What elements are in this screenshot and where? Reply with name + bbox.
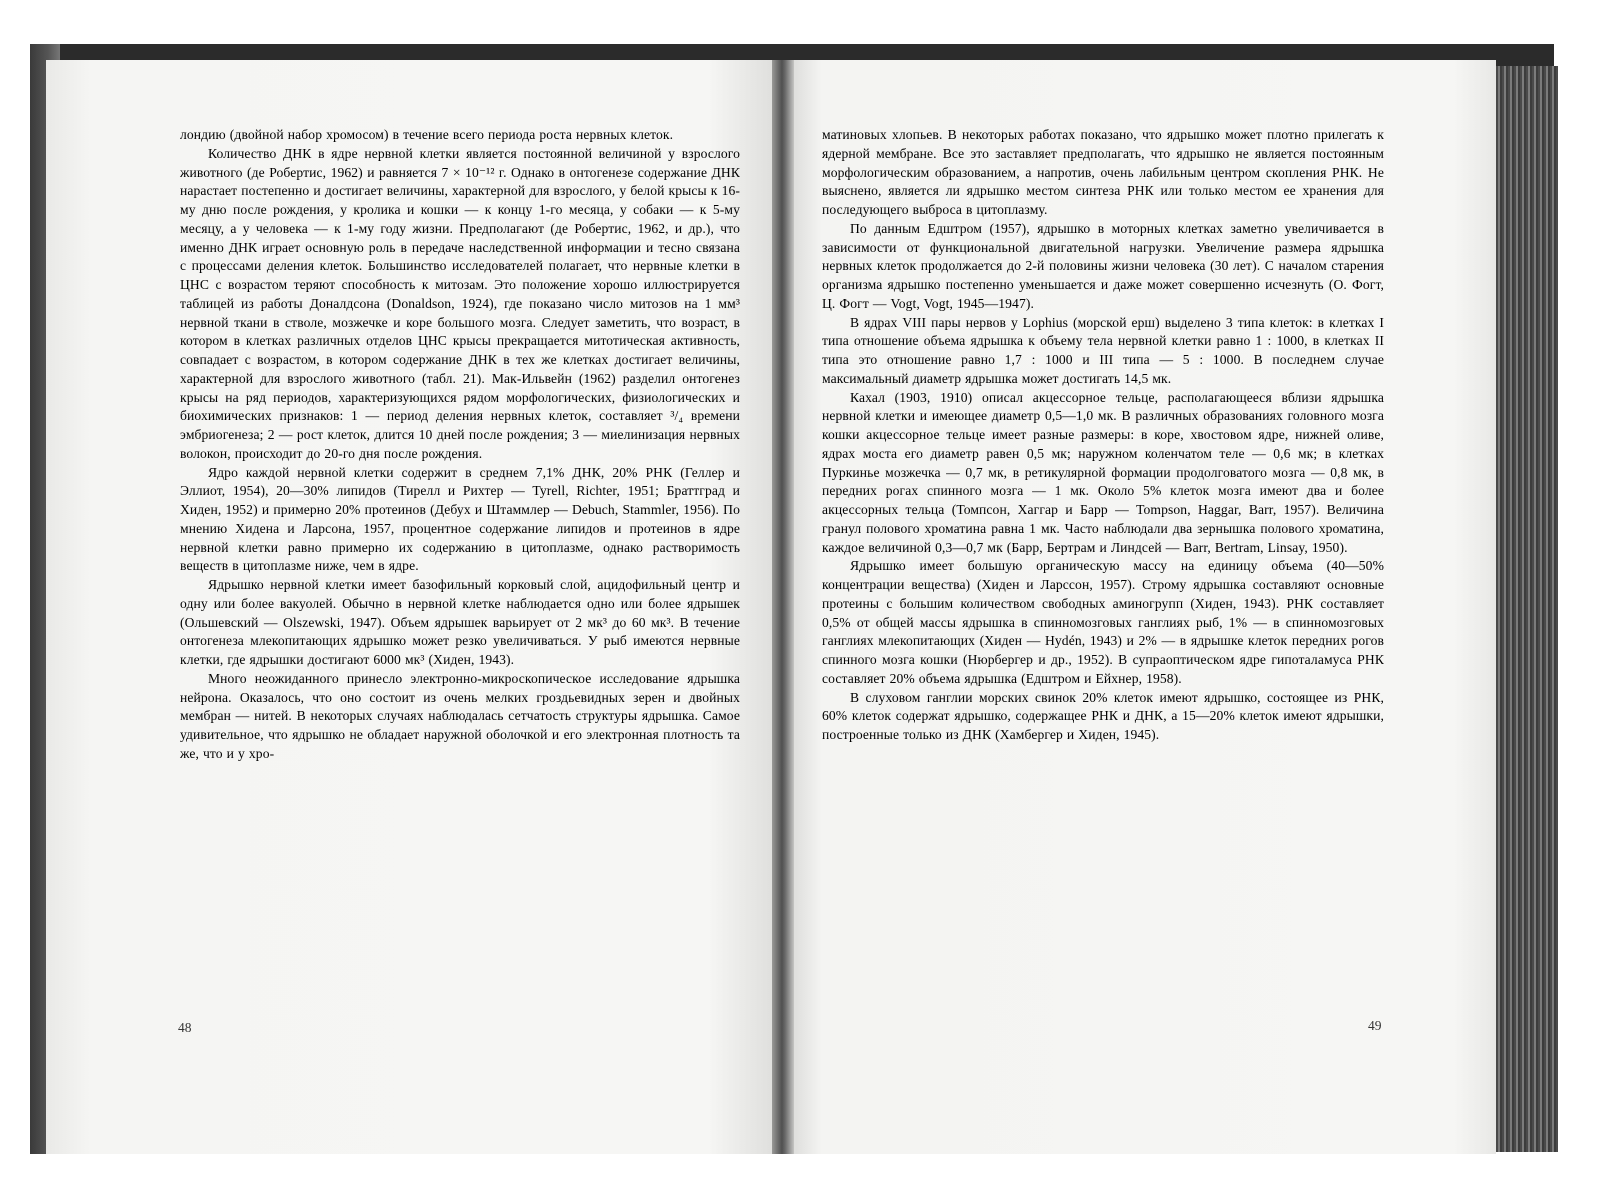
page-number-left: 48	[178, 1020, 192, 1035]
paragraph: лондию (двойной набор хромосом) в течение всего периода роста нервных клеток.	[180, 127, 674, 142]
page-number-right: 49	[1368, 1018, 1382, 1033]
left-page-text	[180, 126, 740, 764]
paragraph: В слуховом ганглии морских свинок 20% клеток имеют ядрышко, состоящее из РНК, 60% клеток содержат ядрышко, содержащее РНК и ДНК, а 15—20% клеток имеют ядрышки, построенные только из ДНК (Хамбергер и Хиден, 1945).	[822, 689, 1384, 742]
paragraph: Ядрышко нервной клетки имеет базофильный корковый слой, ацидофильный центр и одну или более вакуолей. Обычно в нервной клетке наблюдается одно или более ядрышек (Ольшевский — Olszewski, 1947). Объем ядрышек варьирует от 2 мк³ до 60 мк³. В течение онтогенеза млекопитающих ядрышко может резко увеличиваться. У рыб имеются нервные клетки, где ядрышки достигают 6000 мк³ (Хиден, 1943).	[180, 577, 740, 667]
book-gutter	[772, 60, 794, 1154]
right-page-text	[822, 126, 1384, 745]
paragraph: Много неожиданного принесло электронно-микроскопическое исследование ядрышка нейрона. Оказалось, что оно состоит из очень мелких гроздьевидных зерен и двойных мембран — нитей. В некоторых случаях наблюдалась сетчатость структуры ядрышка. Самое удивительное, что ядрышко не обладает наружной оболочкой и его электронная плотность та же, что и у хро-	[180, 670, 740, 761]
paragraph: Ядро каждой нервной клетки содержит в среднем 7,1% ДНК, 20% РНК (Геллер и Эллиот, 1954), 20—30% липидов (Тирелл и Рихтер — Tyrell, Richter, 1951; Браттград и Хиден, 1952) и примерно 20% протеинов (Дебух и Штаммлер — Debuch, Stammler, 1956). По мнению Хидена и Ларсона, 1957, процентное содержание липидов и протеинов в ядре нервной клетки равно примерно их содержанию в цитоплазме, однако растворимость веществ в цитоплазме ниже, чем в ядре.	[180, 464, 740, 574]
paragraph: матиновых хлопьев. В некоторых работах показано, что ядрышко может плотно прилегать к ядерной мембране. Все это заставляет предполагать, что ядрышко не является постоянным морфологическим образованием, а напротив, очень лабильным центром скопления РНК. Не выяснено, является ли ядрышко местом синтеза РНК или только местом ее хранения для последующего выброса в цитоплазму.	[822, 127, 1384, 217]
paragraph: По данным Едштром (1957), ядрышко в моторных клетках заметно увеличивается в зависимости от функциональной двигательной нагрузки. Увеличение размера ядрышка нервных клеток продолжается до 2-й половины жизни человека (30 лет). С началом старения организма ядрышко постепенно уменьшается и даже может совершенно исчезнуть (О. Фогт, Ц. Фогт — Vogt, Vogt, 1945—1947).	[822, 220, 1384, 311]
paragraph: Количество ДНК в ядре нервной клетки является постоянной величиной у взрослого животного (де Робертис, 1962) и равняется 7 × 10⁻¹² г. Однако в онтогенезе содержание ДНК нарастает постепенно и достигает величины, характерной для взрослого, у белой крысы к 16-му дню после рождения, у кролика и кошки — к концу 1-го месяца, у собаки — к 5-му месяцу, а у человека — к 1-му году жизни. Предполагают (де Робертис, 1962, и др.), что именно ДНК играет основную роль в передаче наследственной информации и тесно связана с процессами деления клеток. Большинство исследователей полагает, что нервные клетки в ЦНС с возрастом теряют способность к митозам. Это положение хорошо иллюстрируется таблицей из работы Доналдсона (Donaldson, 1924), где показано число митозов на 1 мм³ нервной ткани в стволе, мозжечке и коре большого мозга. Следует заметить, что возраст, в котором в клетках различных отделов ЦНС крысы прекращается митотическая активность, совпадает с возрастом, в котором содержание ДНК в тех же клетках достигает величины, характерной для взрослого животного (табл. 21). Мак-Ильвейн (1962) разделил онтогенез крысы на ряд периодов, характеризующихся рядом морфологических, физиологических и биохимических признаков: 1 — период деления нервных клеток, составляет ³/₄ времени эмбриогенеза; 2 — рост клеток, длится 10 дней после рождения; 3 — миелинизация нервных волокон, происходит до 20-го дня после рождения.	[180, 145, 740, 461]
paragraph: Кахал (1903, 1910) описал акцессорное тельце, располагающееся вблизи ядрышка нервной клетки и имеющее диаметр 0,5—1,0 мк. В различных образованиях головного мозга кошки акцессорное тельце имеет разные размеры: в коре, хвостовом ядре, нижней оливе, ядрах моста его диаметр равен 0,5 мк; наружном коленчатом теле — 0,6 мк; в клетках Пуркинье мозжечка — 0,7 мк, в ретикулярной формации продолговатого мозга — 0,8 мк, в передних рогах спинного мозга — 1 мк. Около 5% клеток мозга имеют два и более акцессорных тельца (Томпсон, Хаггар и Барр — Tompson, Haggar, Barr, 1957). Величина гранул полового хроматина равна 1 мк. Часто наблюдали два зернышка полового хроматина, каждое величиной 0,3—0,7 мк (Барр, Бертрам и Линдсей — Barr, Bertram, Linsay, 1950).	[822, 389, 1384, 555]
page-edges	[1496, 66, 1558, 1152]
paragraph: В ядрах VIII пары нервов у Lophius (морской ерш) выделено 3 типа клеток: в клетках I типа отношение объема ядрышка к объему тела нервной клетки равно 1 : 1000, в клетках II типа это отношение равно 1,7 : 1000 и III типа — 5 : 1000. В последнем случае максимальный диаметр ядрышка может достигать 14,5 мк.	[822, 314, 1384, 386]
paragraph: Ядрышко имеет большую органическую массу на единицу объема (40—50% концентрации вещества) (Хиден и Ларссон, 1957). Строму ядрышка составляют основные протеины с большим количеством свободных аминогрупп (Хиден, 1943). РНК составляет 0,5% от общей массы ядрышка в спинномозговых ганглиях рыб, 1% — в спинномозговых ганглиях млекопитающих (Хиден — Hydén, 1943) и 2% — в ядрышке клеток передних рогов спинного мозга кошки (Нюрбергер и др., 1952). В супраоптическом ядре гипоталамуса РНК составляет 20% объема ядрышка (Едштром и Ейхнер, 1958).	[822, 558, 1384, 686]
